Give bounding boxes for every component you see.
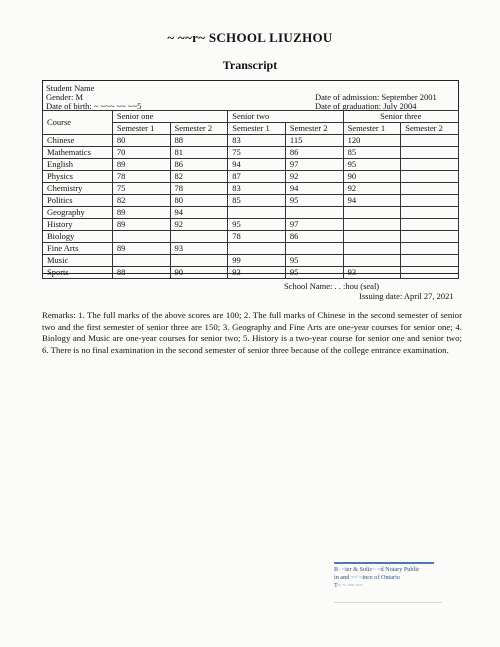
score-cell: 82 <box>170 171 228 183</box>
table-row <box>43 159 459 171</box>
semester-header: Semester 2 <box>285 123 343 135</box>
score-cell: 92 <box>170 219 228 231</box>
score-cell <box>112 231 170 243</box>
score-cell <box>170 255 228 267</box>
score-cell: 89 <box>112 243 170 255</box>
school-title: ~ ~~r~ SCHOOL LIUZHOU <box>167 30 333 45</box>
score-cell: 95 <box>228 219 286 231</box>
course-name-cell: Physics <box>43 171 113 183</box>
score-cell: 93 <box>170 243 228 255</box>
score-cell <box>343 255 401 267</box>
course-name-cell: Sports <box>43 267 113 279</box>
score-cell: 94 <box>343 195 401 207</box>
score-cell: 90 <box>170 267 228 279</box>
score-cell: 87 <box>228 171 286 183</box>
score-cell <box>343 243 401 255</box>
score-cell <box>401 255 459 267</box>
student-name-label: Student Name <box>46 83 95 93</box>
score-cell: 80 <box>170 195 228 207</box>
table-row <box>43 255 459 267</box>
table-year-header-row <box>43 111 459 123</box>
document-title: Transcript <box>222 58 278 72</box>
score-cell <box>285 207 343 219</box>
score-cell: 89 <box>112 207 170 219</box>
course-name-cell: Mathematics <box>43 147 113 159</box>
score-cell <box>228 243 286 255</box>
course-header: Course <box>43 111 113 135</box>
semester-header: Semester 1 <box>343 123 401 135</box>
score-cell: 95 <box>285 195 343 207</box>
score-cell: 82 <box>112 195 170 207</box>
score-cell: 75 <box>112 183 170 195</box>
grades-table <box>42 110 459 279</box>
score-cell: 94 <box>170 207 228 219</box>
score-cell: 89 <box>112 219 170 231</box>
table-row <box>43 147 459 159</box>
course-name-cell: Music <box>43 255 113 267</box>
school-name-seal: School Name: . . :hou (seal) <box>284 281 380 291</box>
table-row <box>43 219 459 231</box>
year-header: Senior two <box>228 111 343 123</box>
score-cell <box>343 207 401 219</box>
score-cell: 95 <box>285 255 343 267</box>
score-cell <box>170 231 228 243</box>
notary-line: B· ~ier & Solic~ ~d Notary Public <box>334 566 420 573</box>
score-cell: 88 <box>112 267 170 279</box>
score-cell <box>401 195 459 207</box>
score-cell <box>401 171 459 183</box>
course-name-cell: Chinese <box>43 135 113 147</box>
year-header: Senior three <box>343 111 458 123</box>
table-row <box>43 267 459 279</box>
score-cell <box>401 267 459 279</box>
score-cell: 85 <box>228 195 286 207</box>
course-name-cell: English <box>43 159 113 171</box>
score-cell: 92 <box>343 183 401 195</box>
score-cell: 83 <box>228 183 286 195</box>
score-cell <box>285 243 343 255</box>
score-cell: 97 <box>285 219 343 231</box>
table-row <box>43 231 459 243</box>
semester-header: Semester 1 <box>228 123 286 135</box>
score-cell: 88 <box>170 135 228 147</box>
score-cell <box>401 183 459 195</box>
year-header: Senior one <box>112 111 227 123</box>
score-cell: 75 <box>228 147 286 159</box>
score-cell: 89 <box>112 159 170 171</box>
table-row <box>43 171 459 183</box>
score-cell: 70 <box>112 147 170 159</box>
dob-label: Date of birth: ~ ~~~ ~~ ~~5 <box>46 101 142 111</box>
gender-label: Gender: M <box>46 92 84 102</box>
score-cell: 95 <box>343 159 401 171</box>
course-name-cell: Fine Arts <box>43 243 113 255</box>
stamp-underline <box>334 602 442 603</box>
score-cell <box>343 231 401 243</box>
course-name-cell: History <box>43 219 113 231</box>
course-name-cell: Geography <box>43 207 113 219</box>
score-cell: 83 <box>228 135 286 147</box>
score-cell <box>228 207 286 219</box>
table-row <box>43 207 459 219</box>
score-cell: 80 <box>112 135 170 147</box>
score-cell: 115 <box>285 135 343 147</box>
score-cell: 85 <box>343 147 401 159</box>
score-cell: 120 <box>343 135 401 147</box>
table-row <box>43 195 459 207</box>
remarks-paragraph: Remarks: 1. The full marks of the above scores are 100; 2. The full marks of Chinese in the second semester of senior two and the first semester of senior three are 150; 3. Geography and Fine Arts are one-year courses for senior one; 4. Biology and Music are one-year courses for senior two; 5. History is a two-year course for senior one and senior two; 6. There is no final examination in the second semester of senior three because of the college entrance examination. <box>42 310 462 355</box>
course-name-cell: Biology <box>43 231 113 243</box>
course-name-cell: Chemistry <box>43 183 113 195</box>
score-cell: 99 <box>228 255 286 267</box>
score-cell: 90 <box>343 171 401 183</box>
score-cell: 86 <box>285 231 343 243</box>
issuing-date: Issuing date: April 27, 2021 <box>359 291 454 301</box>
score-cell <box>112 255 170 267</box>
notary-line: T~ ~ ~~ ~~ <box>334 582 363 589</box>
score-cell: 97 <box>285 159 343 171</box>
score-cell: 93 <box>228 267 286 279</box>
score-cell <box>401 159 459 171</box>
graduation-date: Date of graduation: July 2004 <box>315 101 417 111</box>
score-cell: 92 <box>285 171 343 183</box>
score-cell <box>401 207 459 219</box>
table-row <box>43 243 459 255</box>
score-cell: 95 <box>285 267 343 279</box>
score-cell <box>401 231 459 243</box>
table-row <box>43 183 459 195</box>
score-cell <box>401 219 459 231</box>
notary-stamp-bar <box>334 562 434 564</box>
score-cell <box>401 135 459 147</box>
table-row <box>43 135 459 147</box>
score-cell: 86 <box>170 159 228 171</box>
score-cell: 78 <box>228 231 286 243</box>
course-name-cell: Politics <box>43 195 113 207</box>
admission-date: Date of admission: September 2001 <box>315 92 437 102</box>
score-cell: 93 <box>343 267 401 279</box>
notary-stamp <box>334 562 444 590</box>
semester-header: Semester 2 <box>170 123 228 135</box>
score-cell: 81 <box>170 147 228 159</box>
score-cell: 94 <box>285 183 343 195</box>
score-cell <box>401 243 459 255</box>
score-cell: 94 <box>228 159 286 171</box>
semester-header: Semester 1 <box>112 123 170 135</box>
score-cell <box>401 147 459 159</box>
notary-line: in and ~~ ~ince of Ontario <box>334 574 400 581</box>
score-cell: 78 <box>170 183 228 195</box>
semester-header: Semester 2 <box>401 123 459 135</box>
score-cell <box>343 219 401 231</box>
score-cell: 86 <box>285 147 343 159</box>
score-cell: 78 <box>112 171 170 183</box>
